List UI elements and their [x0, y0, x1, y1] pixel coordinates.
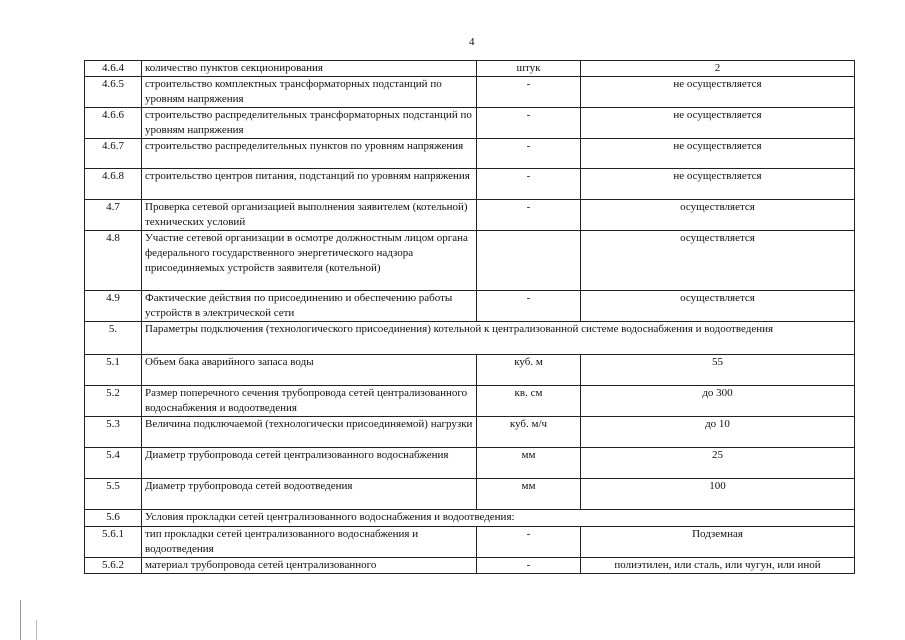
row-number: 4.6.8 — [85, 169, 142, 200]
table-row — [85, 355, 855, 386]
scan-margin-line — [36, 620, 37, 640]
row-value: осуществляется — [581, 291, 855, 322]
row-description: Диаметр трубопровода сетей централизованного водоснабжения — [142, 448, 477, 479]
row-unit: - — [477, 200, 581, 231]
row-value: 25 — [581, 448, 855, 479]
row-number: 5.1 — [85, 355, 142, 386]
row-number: 5.6 — [85, 510, 142, 527]
parameters-table — [84, 60, 855, 574]
table-row — [85, 77, 855, 108]
table-row — [85, 417, 855, 448]
row-number: 5. — [85, 322, 142, 355]
row-value: не осуществляется — [581, 77, 855, 108]
row-value: не осуществляется — [581, 169, 855, 200]
row-description: материал трубопровода сетей централизованного — [142, 558, 477, 574]
row-unit: - — [477, 77, 581, 108]
scan-margin-line — [20, 600, 21, 640]
row-description: тип прокладки сетей централизованного водоснабжения и водоотведения — [142, 527, 477, 558]
row-unit — [477, 231, 581, 291]
row-value: 100 — [581, 479, 855, 510]
row-description: Диаметр трубопровода сетей водоотведения — [142, 479, 477, 510]
table-row — [85, 479, 855, 510]
row-unit: куб. м — [477, 355, 581, 386]
row-description: строительство центров питания, подстанций по уровням напряжения — [142, 169, 477, 200]
row-description: Величина подключаемой (технологически присоединяемой) нагрузки — [142, 417, 477, 448]
table-row — [85, 200, 855, 231]
row-value: полиэтилен, или сталь, или чугун, или иной — [581, 558, 855, 574]
table-row — [85, 510, 855, 527]
row-number: 4.9 — [85, 291, 142, 322]
table-row — [85, 169, 855, 200]
row-unit: - — [477, 169, 581, 200]
row-description: Объем бака аварийного запаса воды — [142, 355, 477, 386]
row-value: осуществляется — [581, 200, 855, 231]
row-description: Фактические действия по присоединению и обеспечению работы устройств в электрической сети — [142, 291, 477, 322]
row-unit: мм — [477, 448, 581, 479]
row-value: осуществляется — [581, 231, 855, 291]
row-unit: - — [477, 558, 581, 574]
row-number: 4.6.6 — [85, 108, 142, 139]
row-number: 5.4 — [85, 448, 142, 479]
row-number: 4.8 — [85, 231, 142, 291]
row-description: строительство распределительных трансформаторных подстанций по уровням напряжения — [142, 108, 477, 139]
row-unit: - — [477, 139, 581, 169]
row-unit: штук — [477, 61, 581, 77]
row-value: до 10 — [581, 417, 855, 448]
row-number: 5.2 — [85, 386, 142, 417]
table-row — [85, 558, 855, 574]
row-number: 4.6.4 — [85, 61, 142, 77]
row-number: 5.5 — [85, 479, 142, 510]
row-value: до 300 — [581, 386, 855, 417]
row-unit: куб. м/ч — [477, 417, 581, 448]
row-description: Условия прокладки сетей централизованного водоснабжения и водоотведения: — [142, 510, 855, 527]
row-value: не осуществляется — [581, 108, 855, 139]
row-description: строительство распределительных пунктов по уровням напряжения — [142, 139, 477, 169]
row-number: 4.7 — [85, 200, 142, 231]
page-number: 4 — [469, 36, 475, 48]
row-unit: кв. см — [477, 386, 581, 417]
table-row — [85, 322, 855, 355]
row-description: Размер поперечного сечения трубопровода сетей централизованного водоснабжения и водоотведения — [142, 386, 477, 417]
row-number: 4.6.7 — [85, 139, 142, 169]
row-unit: - — [477, 291, 581, 322]
row-unit: - — [477, 527, 581, 558]
row-unit: - — [477, 108, 581, 139]
row-description: Участие сетевой организации в осмотре должностным лицом органа федерального государственного энергетического надзора присоединяемых устройств заявителя (котельной) — [142, 231, 477, 291]
row-value: 55 — [581, 355, 855, 386]
row-value: не осуществляется — [581, 139, 855, 169]
row-description: строительство комплектных трансформаторных подстанций по уровням напряжения — [142, 77, 477, 108]
row-description: Параметры подключения (технологического присоединения) котельной к централизованной системе водоснабжения и водоотведения — [142, 322, 855, 355]
table-row — [85, 108, 855, 139]
row-value: 2 — [581, 61, 855, 77]
row-number: 5.6.1 — [85, 527, 142, 558]
row-number: 5.6.2 — [85, 558, 142, 574]
table-row — [85, 139, 855, 169]
row-number: 5.3 — [85, 417, 142, 448]
table-row — [85, 448, 855, 479]
row-unit: мм — [477, 479, 581, 510]
table-row — [85, 527, 855, 558]
table-row — [85, 231, 855, 291]
row-value: Подземная — [581, 527, 855, 558]
row-description: Проверка сетевой организацией выполнения заявителем (котельной) технических условий — [142, 200, 477, 231]
row-description: количество пунктов секционирования — [142, 61, 477, 77]
table-row — [85, 61, 855, 77]
table-row — [85, 291, 855, 322]
row-number: 4.6.5 — [85, 77, 142, 108]
table-row — [85, 386, 855, 417]
